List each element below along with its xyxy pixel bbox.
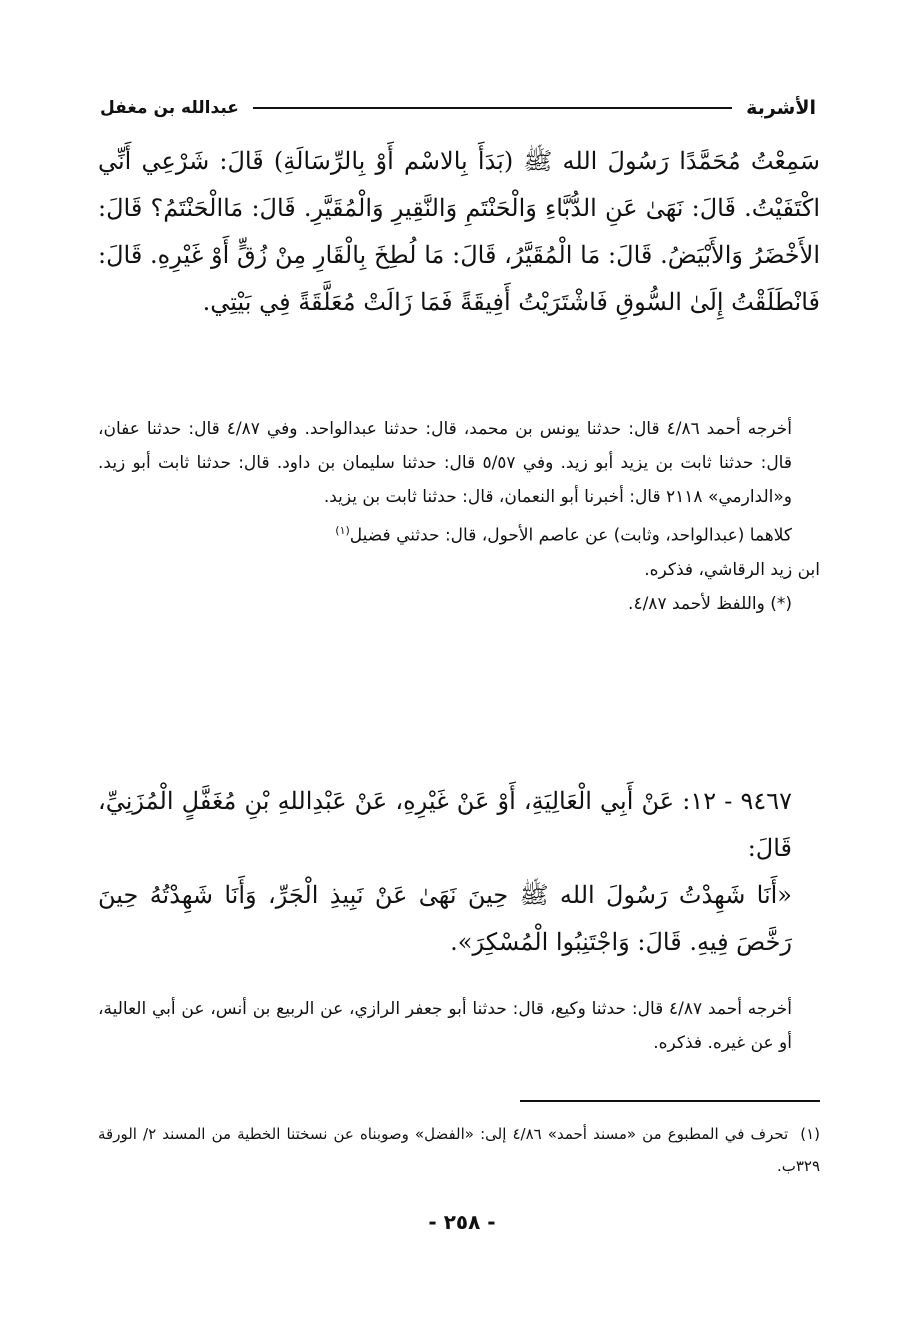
takhrij-1-chain-text: كلاهما (عبدالواحد، وثابت) عن عاصم الأحول، قال: حدثني فضيل — [349, 525, 792, 546]
footnote-separator — [520, 1100, 820, 1102]
wording-note: (*) واللفظ لأحمد ٤/٨٧. — [628, 593, 792, 614]
footnote-text: تحرف في المطبوع من «مسند أحمد» ٤/٨٦ إلى: «الفضل» وصوبناه عن نسختنا الخطية من المسند ٢/ الورقة ٣٢٩ب. — [98, 1125, 820, 1175]
takhrij-1-narrator: ابن زيد الرقاشي، فذكره. — [644, 559, 820, 580]
takhrij-1-sources: أخرجه أحمد ٤/٨٦ قال: حدثنا يونس بن محمد، قال: حدثنا عبدالواحد. وفي ٤/٨٧ قال: حدثنا عفان، قال: حدثنا ثابت بن يزيد أبو زيد. وفي ٥/٥٧ قال: حدثنا سليمان بن داود. قال: حدثنا ثابت أبو زيد. و«الدارمي» ٢١١٨ قال: أخبرنا أبو النعمان، قال: حدثنا ثابت بن يزيد. — [98, 419, 792, 507]
hadith-1-text: سَمِعْتُ مُحَمَّدًا رَسُولَ الله ﷺ (بَدَأَ بِالاسْم أَوْ بِالرِّسَالَةِ) قَالَ: شَرْعِي أَنِّي اكْتَفَيْتُ. قَالَ: نَهَىٰ عَنِ الدُّبَّاءِ وَالْحَنْتَمِ وَالنَّقِيرِ وَالْمُقَيَّرِ. قَالَ: مَاالْحَنْتَمُ؟ قَالَ: الأَخْضَرُ وَالأَبْيَضُ. قَالَ: مَا الْمُقَيَّرُ، قَالَ: مَا لُطِخَ بِالْقَارِ مِنْ زُقٍّ أَوْ غَيْرِهِ. قَالَ: فَانْطَلَقْتُ إِلَىٰ السُّوقِ فَاشْتَرَيْتُ أَفِيقَةً فَمَا زَالَتْ مُعَلَّقَةً فِي بَيْتِي. — [98, 147, 820, 316]
takhrij-1-block — [98, 412, 820, 621]
footnote-marker[interactable]: (١) — [335, 524, 350, 537]
hadith-2-text: «أَنَا شَهِدْتُ رَسُولَ الله ﷺ حِينَ نَهَىٰ عَنْ نَبِيذِ الْجَرِّ، وَأَنَا شَهِدْتُهُ حِينَ رَخَّصَ فِيهِ. قَالَ: وَاجْتَنِبُوا الْمُسْكِرَ». — [98, 881, 792, 956]
footnote-number: (١) — [800, 1125, 821, 1143]
hadith-2-text-block — [98, 778, 820, 966]
hadith-1-text-block — [98, 138, 820, 326]
page-number: - ٢٥٨ - — [428, 1210, 496, 1234]
footnote-1 — [98, 1118, 820, 1182]
takhrij-2-text: أخرجه أحمد ٤/٨٧ قال: حدثنا وكيع، قال: حدثنا أبو جعفر الرازي، عن الربيع بن أنس، عن أبي العالية، أو عن غيره. فذكره. — [98, 999, 792, 1053]
takhrij-1-chain — [98, 514, 820, 553]
running-header — [100, 92, 816, 124]
section-title: الأشربة — [746, 97, 816, 119]
takhrij-2-block — [98, 992, 820, 1060]
hadith-2-heading: ٩٤٦٧ - ١٢: عَنْ أَبِي الْعَالِيَةِ، أَوْ عَنْ غَيْرِهِ، عَنْ عَبْدِاللهِ بْنِ مُغَفَّلٍ الْمُزَنِيِّ، قَالَ: — [98, 787, 792, 862]
header-rule — [253, 107, 732, 109]
chapter-title: عبدالله بن مغفل — [100, 98, 239, 118]
